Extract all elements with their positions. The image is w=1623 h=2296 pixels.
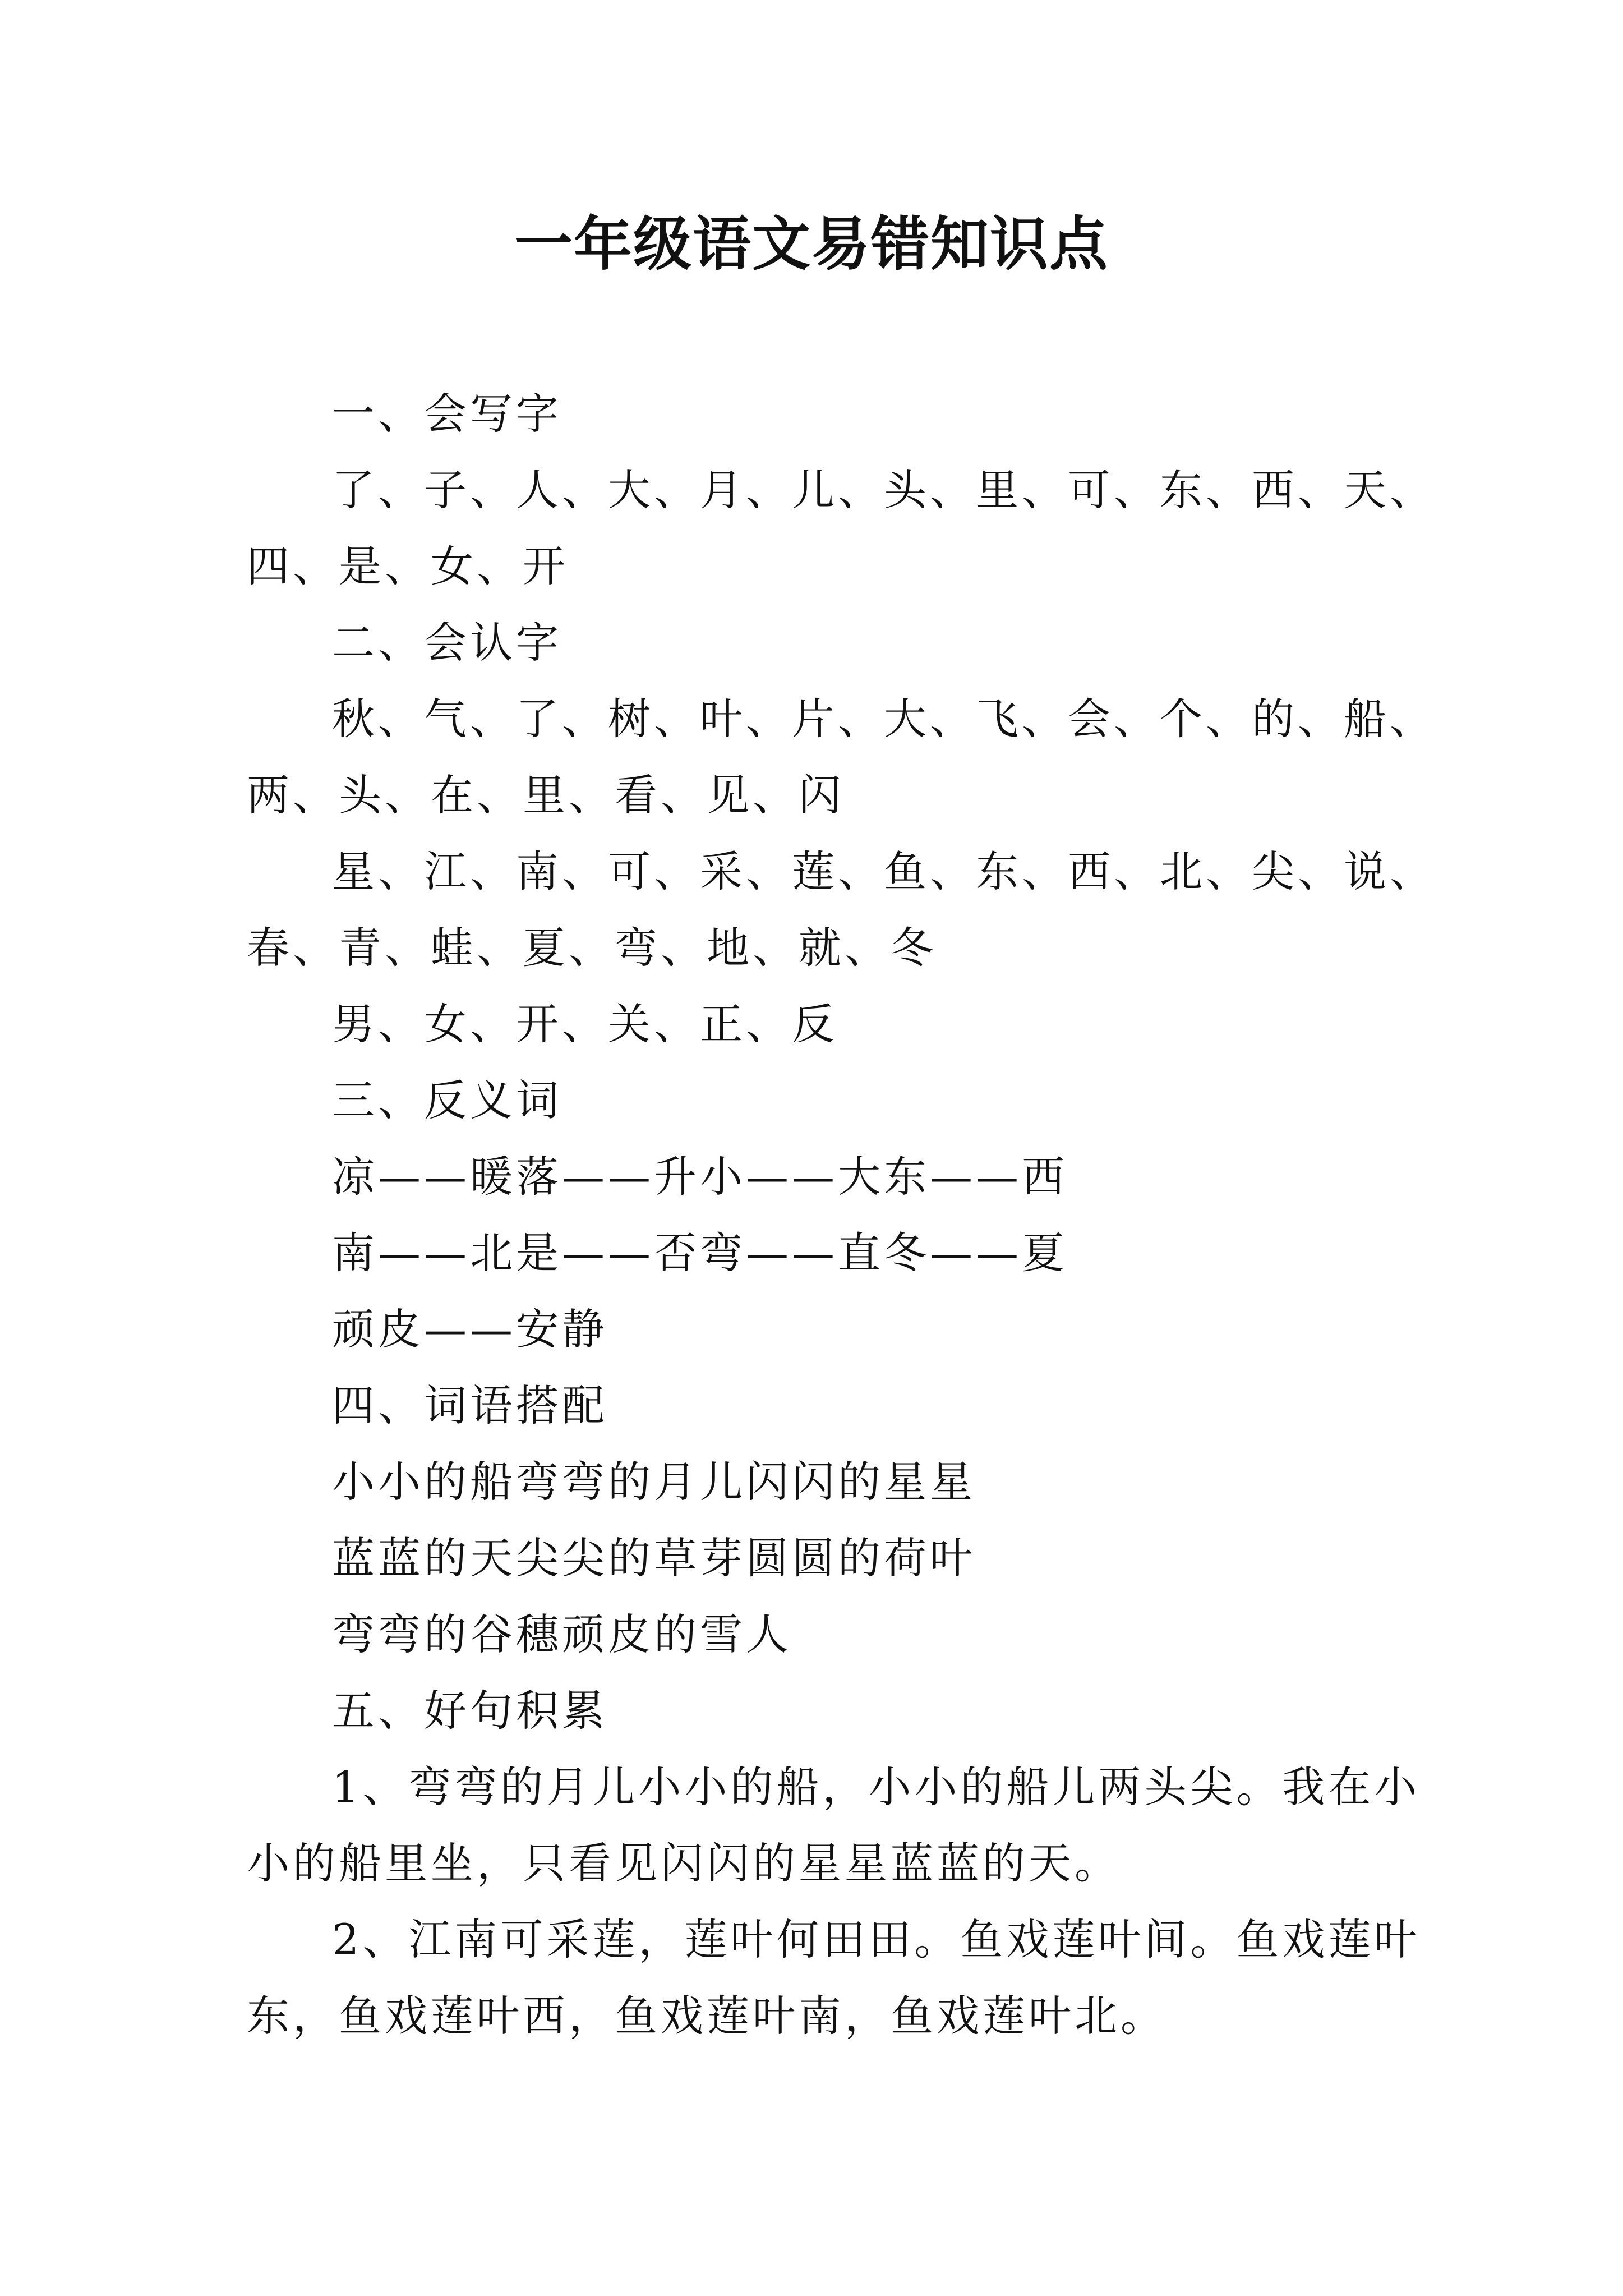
paragraph-line: 小的船里坐，只看见闪闪的星星蓝蓝的天。 xyxy=(247,1838,1121,1888)
section-heading-writing: 一、会写字 xyxy=(332,389,562,439)
paragraph-line: 了、子、人、大、月、儿、头、里、可、东、西、天、 xyxy=(332,465,1436,515)
paragraph-line: 东，鱼戏莲叶西，鱼戏莲叶南，鱼戏莲叶北。 xyxy=(247,1991,1166,2041)
paragraph-line: 1、弯弯的月儿小小的船，小小的船儿两头尖。我在小 xyxy=(332,1762,1421,1812)
document-body xyxy=(247,376,1436,2054)
paragraph-line: 男、女、开、关、正、反 xyxy=(332,999,838,1049)
paragraph-line: 蓝蓝的天尖尖的草芽圆圆的荷叶 xyxy=(332,1533,976,1583)
section-heading-antonyms: 三、反义词 xyxy=(332,1075,562,1125)
paragraph-line: 小小的船弯弯的月儿闪闪的星星 xyxy=(332,1457,976,1507)
paragraph-line: 2、江南可采莲，莲叶何田田。鱼戏莲叶间。鱼戏莲叶 xyxy=(332,1915,1421,1964)
paragraph-line: 弯弯的谷穗顽皮的雪人 xyxy=(332,1609,792,1659)
document-title: 一年级语文易错知识点 xyxy=(514,209,1109,278)
paragraph-line: 星、江、南、可、采、莲、鱼、东、西、北、尖、说、 xyxy=(332,846,1436,896)
paragraph-line: 四、是、女、开 xyxy=(247,541,569,591)
section-heading-recognition: 二、会认字 xyxy=(332,618,562,668)
paragraph-line: 南——北是——否弯——直冬——夏 xyxy=(332,1228,1068,1278)
section-heading-collocations: 四、词语搭配 xyxy=(332,1381,608,1430)
paragraph-line: 两、头、在、里、看、见、闪 xyxy=(247,770,845,820)
paragraph-line: 凉——暖落——升小——大东——西 xyxy=(332,1152,1068,1202)
paragraph-line: 春、青、蛙、夏、弯、地、就、冬 xyxy=(247,923,937,973)
paragraph-line: 秋、气、了、树、叶、片、大、飞、会、个、的、船、 xyxy=(332,694,1436,744)
section-heading-sentences: 五、好句积累 xyxy=(332,1686,608,1736)
paragraph-line: 顽皮——安静 xyxy=(332,1304,608,1354)
